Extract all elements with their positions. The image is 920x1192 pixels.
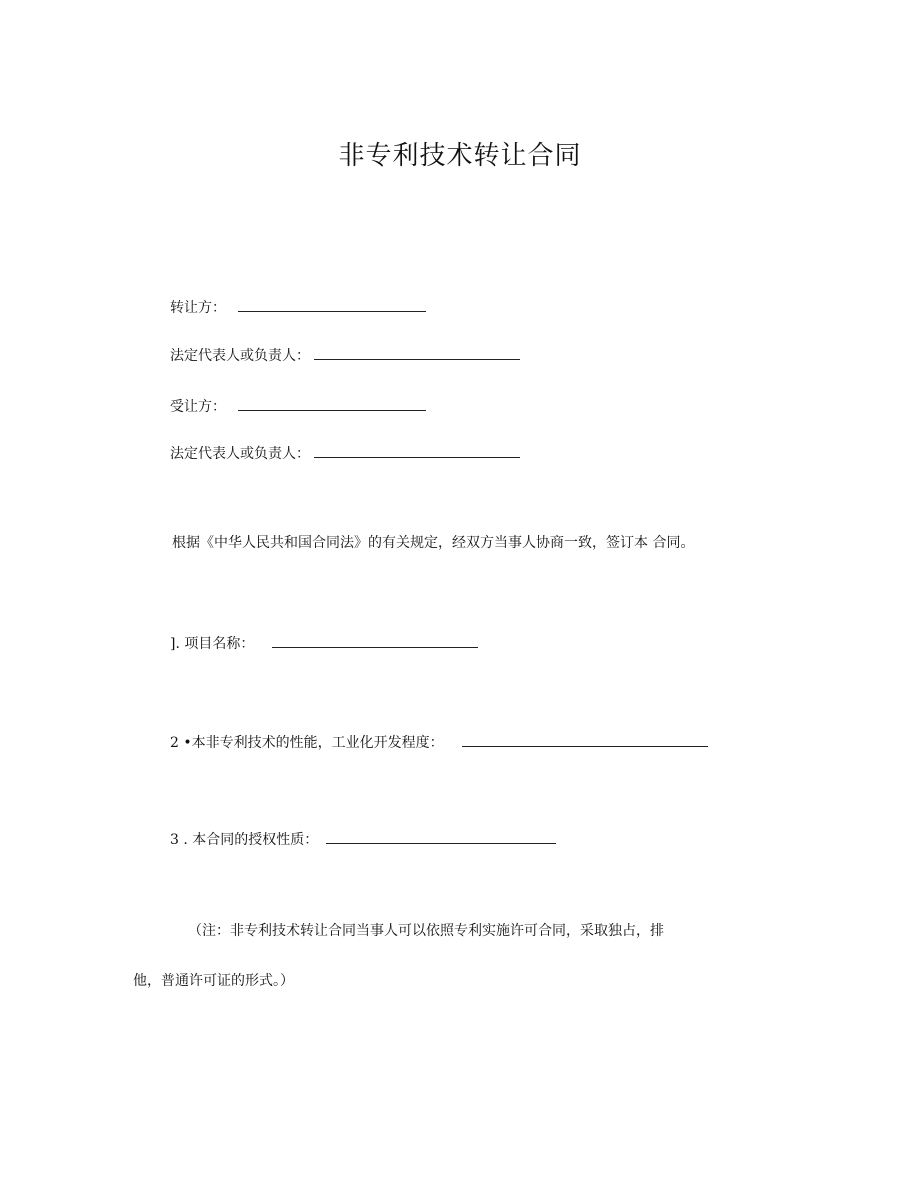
transferor-blank (238, 297, 426, 312)
clause-1-line (170, 633, 478, 654)
clause-3-label: 3 . 本合同的授权性质： (170, 832, 319, 848)
transferor-label: 转让方： (170, 300, 226, 316)
note-line-1: （注：非专利技术转让合同当事人可以依照专利实施许可合同，采取独占，排 (188, 923, 664, 939)
clause-2-line (170, 732, 708, 753)
transferee-rep-line (170, 443, 520, 464)
document-title: 非专利技术转让合同 (338, 141, 582, 172)
clause-3-line (170, 829, 556, 850)
clause-1-label: ]. 项目名称： (170, 636, 255, 652)
preamble-text: 根据《中华人民共和国合同法》的有关规定，经双方当事人协商一致，签订本 合同。 (172, 535, 695, 551)
transferee-label: 受让方： (170, 399, 226, 415)
note-line-2: 他，普通许可证的形式。） (133, 973, 294, 989)
clause-1-blank (272, 633, 478, 648)
transferor-rep-blank (314, 345, 520, 360)
transferor-rep-label: 法定代表人或负责人： (170, 348, 310, 364)
transferor-rep-line (170, 345, 520, 366)
clause-2-label: 2 •本非专利技术的性能，工业化开发程度： (170, 735, 444, 751)
transferor-line (170, 297, 426, 318)
transferee-rep-blank (314, 443, 520, 458)
transferee-blank (238, 396, 426, 411)
transferee-line (170, 396, 426, 417)
clause-3-blank (326, 829, 556, 844)
transferee-rep-label: 法定代表人或负责人： (170, 446, 310, 462)
clause-2-blank (462, 732, 708, 747)
